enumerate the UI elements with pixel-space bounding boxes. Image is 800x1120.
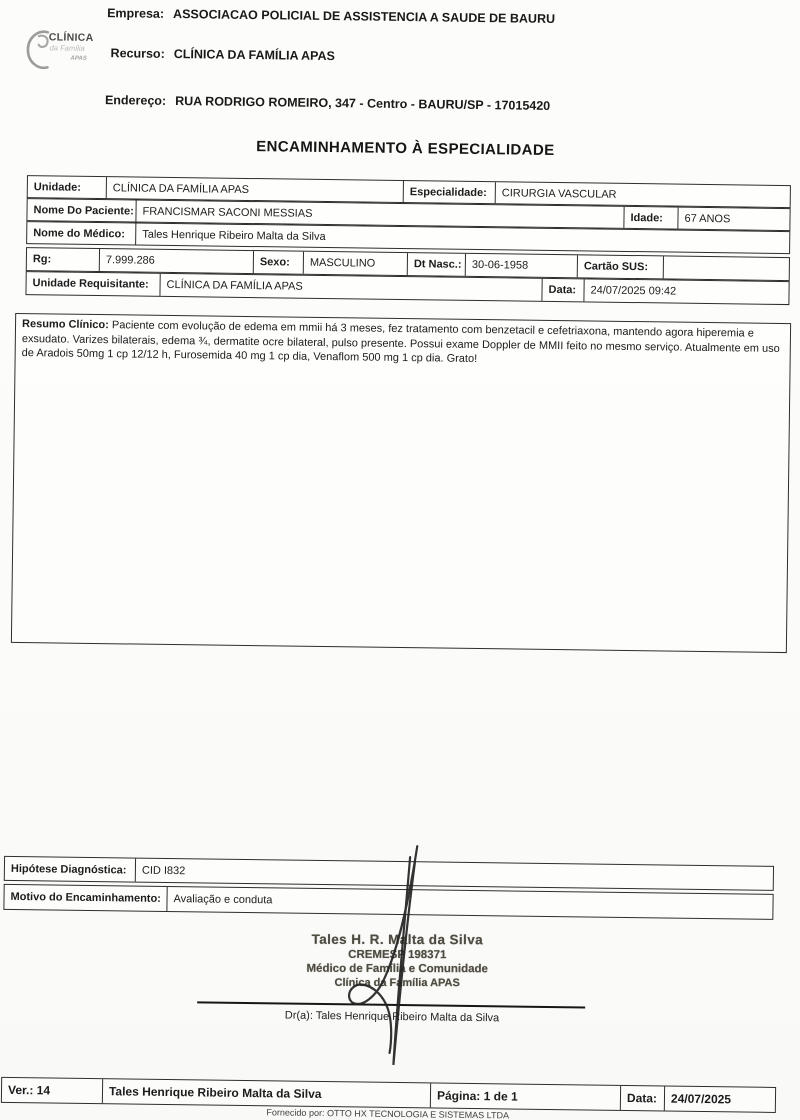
stamp-clinic: Clínica da Família APAS <box>334 976 460 990</box>
recurso-label: Recurso: <box>110 46 165 61</box>
sexo-label: Sexo: <box>253 251 303 274</box>
endereco-label: Endereço: <box>104 93 167 108</box>
resumo-clinico-label: Resumo Clínico: <box>21 318 109 332</box>
idade-value: 67 ANOS <box>677 208 789 230</box>
resumo-clinico-text: Paciente com evolução de edema em mmii há 3 meses, fez tratamento com benzetacil e cefetriaxona, mantendo agora hiperemia e exsudato. Varizes bilaterais, edema ¾, dermatite ocre bilateral, pulso presente. Possui exame Doppler de MMII feito no mesmo serviço. Atualmente em uso de Aradois 50mg 1 cp 12/12 h, Furosemida 40 mg 1 cp dia, Venaflom 500 mg 1 cp dia. Grato! <box>21 319 780 365</box>
endereco-field <box>105 93 550 113</box>
recurso-value: CLÍNICA DA FAMÍLIA APAS <box>173 46 335 64</box>
empresa-field <box>107 6 555 26</box>
stamp-doctor-name: Tales H. R. Malta da Silva <box>311 931 484 948</box>
empresa-value: ASSOCIACAO POLICIAL DE ASSISTENCIA A SAUDE DE BAURU <box>173 6 556 26</box>
footer-date-label: Data: <box>620 1086 664 1111</box>
endereco-value: RUA RODRIGO ROMEIRO, 347 - Centro - BAURU/SP - 17015420 <box>175 94 551 113</box>
unidade-label: Unidade: <box>33 180 81 194</box>
medico-label: Nome do Médico: <box>33 226 125 240</box>
especialidade-label: Especialidade: <box>403 181 495 203</box>
cartao-sus-value <box>663 256 789 280</box>
dtnasc-label: Dt Nasc.: <box>407 253 465 276</box>
hipotese-value: CID I832 <box>135 859 773 890</box>
doctor-name-line: Dr(a): Tales Henrique Ribeiro Malta da Silva <box>284 1009 500 1025</box>
provided-by-line: Fornecido por: OTTO HX TECNOLOGIA E SISTEMAS LTDA <box>266 1107 510 1120</box>
motivo-value: Avaliação e conduta <box>166 887 772 919</box>
cartao-sus-label: Cartão SUS: <box>577 255 663 278</box>
clinic-logo <box>18 25 114 76</box>
requisitante-value: CLÍNICA DA FAMÍLIA APAS <box>159 274 541 301</box>
document-title: ENCAMINHAMENTO À ESPECIALIDADE <box>256 138 555 159</box>
idade-label: Idade: <box>623 207 677 229</box>
clinic-logo-subtitle: da Família <box>49 43 85 53</box>
footer-doctor-name: Tales Henrique Ribeiro Malta da Silva <box>102 1079 430 1107</box>
hipotese-label: Hipótese Diagnóstica: <box>10 862 127 876</box>
sexo-value: MASCULINO <box>303 252 407 275</box>
clinic-logo-tag: APAS <box>70 55 87 62</box>
stamp-cremesp: CREMESP 198371 <box>348 948 447 962</box>
footer-page: Página: 1 de 1 <box>430 1083 620 1109</box>
stamp-specialty: Médico de Família e Comunidade <box>306 962 488 976</box>
rg-value: 7.999.286 <box>99 249 253 273</box>
signature-line <box>197 1001 585 1008</box>
footer-date-value: 24/07/2025 <box>664 1087 775 1112</box>
medico-value: Tales Henrique Ribeiro Malta da Silva <box>135 224 789 254</box>
doctor-stamp <box>245 932 550 990</box>
dtnasc-value: 30-06-1958 <box>465 254 577 277</box>
paciente-label: Nome Do Paciente: <box>33 203 134 217</box>
requisitante-label: Unidade Requisitante: <box>32 277 149 291</box>
especialidade-value: CIRURGIA VASCULAR <box>495 182 790 207</box>
empresa-label: Empresa: <box>107 6 165 21</box>
paciente-value: FRANCISMAR SACONI MESSIAS <box>135 201 623 228</box>
footer-version: Ver.: 14 <box>7 1082 51 1098</box>
recurso-field <box>111 46 335 63</box>
motivo-label: Motivo do Encaminhamento: <box>10 890 161 905</box>
data-hora-label: Data: <box>541 279 583 302</box>
rg-label: Rg: <box>32 253 52 266</box>
resumo-clinico-box <box>11 313 791 653</box>
unidade-value: CLÍNICA DA FAMÍLIA APAS <box>106 177 403 202</box>
data-hora-value: 24/07/2025 09:42 <box>583 279 788 304</box>
clinic-logo-name: CLÍNICA <box>48 31 94 44</box>
